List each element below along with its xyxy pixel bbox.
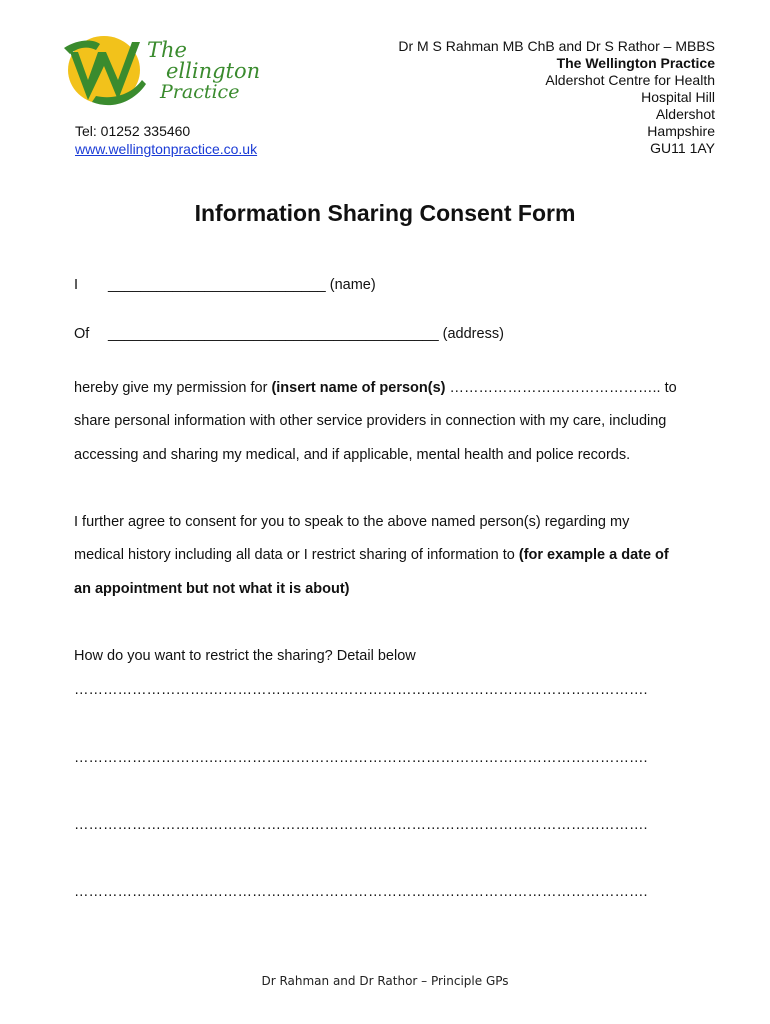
address-line: Hospital Hill: [641, 89, 715, 105]
consent-line-2: [74, 547, 669, 563]
consent-example-cont: an appointment but not what it is about): [74, 581, 350, 597]
page-footer: Dr Rahman and Dr Rathor – Principle GPs: [261, 974, 509, 988]
address-field-label: Of: [74, 326, 90, 342]
consent-line-3: [74, 581, 349, 597]
detail-line[interactable]: ……………………….……………………………………………………………………………….: [74, 817, 648, 833]
website-link[interactable]: www.wellingtonpractice.co.uk: [75, 141, 258, 157]
address-line: Hampshire: [647, 123, 715, 139]
doctors-line: Dr M S Rahman MB ChB and Dr S Rathor – MBBS: [398, 38, 715, 54]
form-title: Information Sharing Consent Form: [194, 200, 576, 226]
insert-name-prompt: (insert name of person(s): [271, 380, 446, 396]
address-block: [398, 38, 715, 157]
permission-text: hereby give my permission for: [74, 380, 272, 396]
permission-line-2: share personal information with other service providers in connection with my care, including: [74, 413, 667, 429]
restrict-question: How do you want to restrict the sharing? Detail below: [74, 648, 416, 664]
practice-logo: [62, 30, 261, 110]
address-line: Aldershot: [655, 106, 715, 122]
consent-text: medical history including all data or I restrict sharing of information to: [74, 547, 519, 563]
logo-text-wellington: ellington: [166, 59, 261, 83]
contact-block: [75, 122, 257, 158]
name-field-row: [74, 277, 78, 293]
permission-line-1: [74, 380, 677, 396]
consent-example: (for example a date of: [518, 547, 669, 563]
name-field[interactable]: ___________________________ (name): [108, 277, 376, 293]
telephone: Tel: 01252 335460: [75, 123, 191, 139]
detail-line[interactable]: ……………………….……………………………………………………………………………….: [74, 884, 648, 900]
person-name-blank[interactable]: …………………………………….. to: [445, 380, 677, 396]
detail-line[interactable]: ……………………….……………………………………………………………………………….: [74, 682, 648, 698]
address-line: Aldershot Centre for Health: [545, 72, 715, 88]
permission-line-3: accessing and sharing my medical, and if applicable, mental health and police records.: [74, 447, 631, 463]
address-line: GU11 1AY: [650, 140, 715, 156]
consent-line-1: I further agree to consent for you to speak to the above named person(s) regarding my: [74, 514, 630, 530]
name-field-label: I: [74, 277, 79, 293]
logo-text-practice: Practice: [160, 81, 240, 103]
logo-text-the: The: [147, 38, 187, 62]
address-field[interactable]: _________________________________________ (address): [108, 326, 504, 342]
detail-line[interactable]: ……………………….……………………………………………………………………………….: [74, 750, 648, 766]
practice-name: The Wellington Practice: [556, 55, 715, 71]
